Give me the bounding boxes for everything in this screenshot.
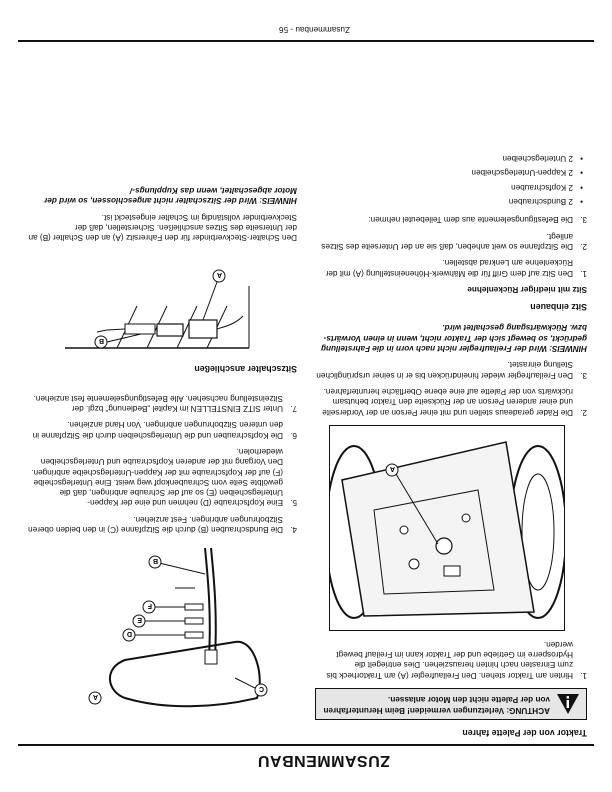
- fig2-label-a: A: [92, 693, 98, 700]
- fig2-label-d: D: [126, 630, 132, 637]
- step-number: 6.: [290, 430, 297, 440]
- fig2-label-b: B: [152, 557, 158, 564]
- left-column: [315, 147, 587, 738]
- step-2: [315, 380, 587, 417]
- fig2-label-c: C: [258, 685, 264, 692]
- note-freewheel: HINWEIS: Wird der Freilaufregler nicht nach vorn in die Fahrstellung gedrückt, so bewegt sich der Traktor nicht, wenn in einen Vorwärts- bzw. Rückwärtsgang geschaltet wird.: [320, 323, 587, 354]
- section-heading-seat: Sitz einbauen: [530, 302, 587, 313]
- step-3: [315, 353, 587, 380]
- section-heading-pallet: Traktor von der Palette fahren: [462, 728, 587, 738]
- seat-step-1: [315, 251, 587, 278]
- section-heading-seat-switch: Sitzschalter anschließen: [194, 364, 297, 375]
- figure-seat-switch: [57, 252, 257, 356]
- step-number: 3.: [580, 215, 587, 225]
- fig1-label-a: A: [389, 464, 395, 472]
- figure-seat-mounting: [49, 542, 275, 738]
- warning-text: ACHTUNG: Verletzungen vermeiden! Beim Herunterfahren von der Palette nicht den Motor anlassen.: [323, 695, 550, 715]
- fig3-label-a: A: [216, 271, 222, 279]
- step-text: Die Räder geradeaus stellen und mit einer Person an der Vorderseite und einer anderen Person an der Rückseite den Traktor behutsam rückwärts von der Palette auf eine ebene Oberfläche herunterfahren.: [322, 386, 573, 417]
- subheading-low-back-seat: Sitz mit niedriger Rückenlehne: [467, 284, 587, 294]
- seat-step-4: [25, 507, 297, 534]
- step-text: Den Sitz auf dem Griff für die Mähwerk-Höheneinstellung (A) mit der Rückenlehne am Lenkrad abstellen.: [325, 258, 573, 278]
- step-number: 5.: [290, 498, 297, 508]
- note-seat-switch: HINWEIS: Wird der Sitzschalter nicht angeschlossen, so wird der Motor abgeschaltet, wenn das Kupplungs-/: [44, 185, 297, 206]
- step-text: Hinten am Traktor stehen. Den Freilaufregler (A) am Traktorheck bis zum Einrasten nach hinten herausziehen. Dies entriegelt die Hydrosperre im Getriebe und der Traktor kann im Freilauf bewegt werden.: [326, 639, 573, 680]
- step-text: Die Sitzpfanne so weit anheben, daß sie an der Unterseite des Sitzes anliegt.: [321, 231, 573, 251]
- warning-box: [315, 688, 587, 720]
- step-number: 3.: [580, 370, 587, 380]
- page-title: ZUSAMMENBAU: [257, 752, 390, 769]
- step-text: Den Freilaufregler wieder hineindrücken bis er in seiner ursprünglichen Stellung einrastet.: [316, 360, 573, 380]
- step-text: Die Befestigungselemente aus dem Teilebeutel nehmen:: [368, 215, 573, 225]
- fig3-label-b: B: [98, 337, 104, 345]
- parts-list-item: • 2 Unterlegscheiben: [315, 153, 573, 163]
- seat-step-2: [315, 224, 587, 251]
- step-number: 7.: [290, 404, 297, 414]
- title-rule: [18, 744, 594, 746]
- parts-list-item: • 2 Bundschrauben: [315, 196, 573, 206]
- step-number: 1.: [580, 670, 587, 680]
- right-column: [25, 179, 297, 738]
- switch-instructions: Den Schalter-Steckverbinder für den Fahrersitz (A) an den Schalter (B) an der Unterseite des Sitzes anschließen. Sicherstellen, daß der Steckverbinder vollständig im Schalter eingesteckt ist.: [28, 212, 297, 243]
- step-text: Die Kopfschrauben und die Unterlegscheiben durch die Sitzpfanne in den unteren Sitzbohrungen anbringen. Von Hand anziehen.: [32, 420, 283, 440]
- step-number: 2.: [580, 407, 587, 417]
- seat-step-7: [25, 386, 297, 413]
- step-number: 1.: [580, 268, 587, 278]
- step-1: [315, 633, 587, 680]
- step-text: Die Bundschrauben (B) durch die Sitzpfanne (C) in den beiden oberen Sitzbohrungen anbringen. Fest anziehen.: [28, 514, 283, 534]
- figure-tractor-rear: [329, 425, 565, 631]
- parts-list-item: • 2 Kopfschrauben: [315, 181, 573, 191]
- step-text: Eine Kopfschraube (D) nehmen und eine der Kappen-Unterlegscheiben (E) so auf der Schraube anbringen, daß die gewölbte Seite vom Schraubenkopf weg weist. Eine Unterlegscheibe (F) auf der Kopfschraube mit der Kappen-Unterlegscheibe anbringen. Den Vorgang mit der anderen Kopfschraube und Unterlegscheiben wiederholen.: [31, 446, 283, 508]
- page-footer: Zusammenbau - 56: [279, 25, 350, 34]
- seat-step-6: [25, 413, 297, 440]
- fig2-label-e: E: [137, 616, 142, 623]
- footer-rule: [18, 40, 594, 42]
- seat-step-5: [25, 440, 297, 508]
- parts-list: [315, 153, 573, 206]
- step-number: 2.: [580, 241, 587, 251]
- step-number: 4.: [290, 525, 297, 534]
- fig2-label-f: F: [147, 602, 152, 609]
- seat-step-3: [315, 208, 587, 224]
- warning-icon: [556, 693, 580, 715]
- step-text: Unter SITZ EINSTELLEN im Kapitel „Bedienung“ bzgl. der Sitzeinstellung nachsehen. Alle Befestigungselemente fest anziehen.: [33, 393, 283, 414]
- parts-list-item: • 2 Kappen-Unterlegscheiben: [315, 167, 573, 177]
